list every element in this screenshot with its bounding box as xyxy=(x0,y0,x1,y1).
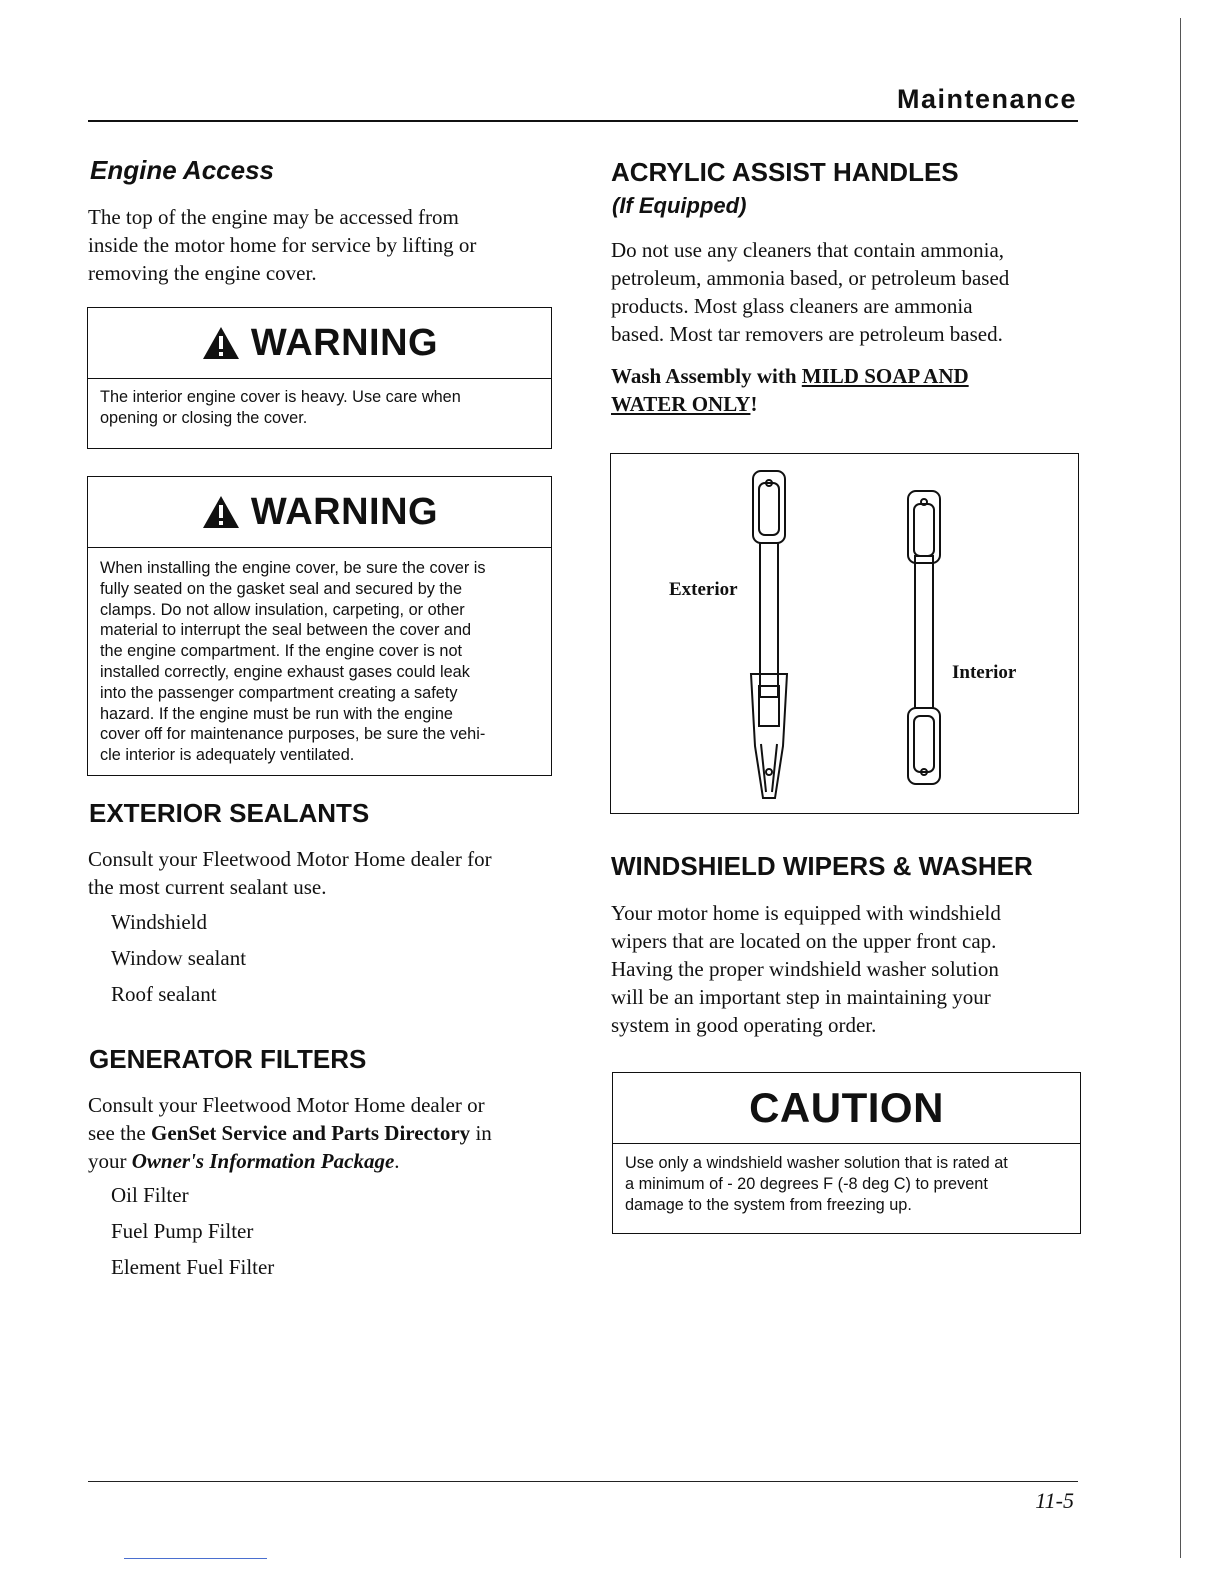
caution-header xyxy=(613,1073,1080,1144)
warning-triangle-icon xyxy=(201,494,241,530)
text-line: see the GenSet Service and Parts Directory in xyxy=(88,1121,492,1145)
text-line: the engine compartment. If the engine cover is not xyxy=(100,642,463,661)
text-line: products. Most glass cleaners are ammonia xyxy=(611,294,973,318)
text-line: When installing the engine cover, be sure the cover is xyxy=(100,559,486,577)
text-line: installed correctly, engine exhaust gases could leak xyxy=(100,662,470,681)
text-line: petroleum, ammonia based, or petroleum based xyxy=(611,266,1010,290)
list-item: Windshield xyxy=(111,910,207,934)
interior-label: Interior xyxy=(952,662,1017,683)
list-item: Oil Filter xyxy=(111,1183,189,1207)
text-line: The interior engine cover is heavy. Use care when xyxy=(100,388,461,406)
text-line: opening or closing the cover. xyxy=(100,408,308,427)
acrylic-handles-paragraph xyxy=(611,236,1081,348)
caution-box xyxy=(612,1072,1081,1234)
text-line: cle interior is adequately ventilated. xyxy=(100,746,355,765)
owners-package-title: Owner's Information Package xyxy=(131,1149,395,1173)
warning-text xyxy=(88,379,551,429)
text-line: Consult your Fleetwood Motor Home dealer or xyxy=(88,1093,485,1117)
exterior-handle-drawing xyxy=(751,471,787,798)
warning-header xyxy=(88,477,551,548)
text-line: Do not use any cleaners that contain ammonia, xyxy=(611,238,1005,262)
exterior-label: Exterior xyxy=(669,579,738,600)
windshield-wipers-heading: WINDSHIELD WIPERS & WASHER xyxy=(611,851,1033,881)
text-line: the most current sealant use. xyxy=(88,875,327,899)
text-line: Having the proper windshield washer solution xyxy=(611,957,999,981)
text-line: a minimum of - 20 degrees F (-8 deg C) to prevent xyxy=(625,1174,988,1193)
warning-label: WARNING xyxy=(250,321,439,364)
list-item: Fuel Pump Filter xyxy=(111,1219,254,1243)
text-line: cover off for maintenance purposes, be sure the vehi- xyxy=(100,725,486,744)
text-line: into the passenger compartment creating a safety xyxy=(100,683,458,702)
text-line: damage to the system from freezing up. xyxy=(625,1195,912,1214)
text-line: based. Most tar removers are petroleum based. xyxy=(611,322,1003,346)
exterior-sealants-paragraph xyxy=(88,845,558,901)
text-line: your Owner's Information Package. xyxy=(88,1149,400,1173)
text-line: fully seated on the gasket seal and secured by the xyxy=(100,579,463,598)
page-number: 11-5 xyxy=(1035,1488,1074,1513)
assist-handles-illustration xyxy=(611,454,1077,812)
text-line: clamps. Do not allow insulation, carpeting, or other xyxy=(100,600,465,619)
list-item: Window sealant xyxy=(111,946,247,970)
warning-text xyxy=(88,548,551,766)
footer-rule xyxy=(88,1481,1078,1482)
windshield-wipers-paragraph xyxy=(611,899,1081,1039)
acrylic-handles-heading: ACRYLIC ASSIST HANDLES xyxy=(611,157,959,187)
engine-access-paragraph xyxy=(88,203,548,287)
generator-filters-paragraph xyxy=(88,1091,558,1175)
text-line: Consult your Fleetwood Motor Home dealer for xyxy=(88,847,492,871)
bottom-accent-line xyxy=(124,1558,267,1559)
caution-text xyxy=(613,1144,1080,1215)
engine-access-heading: Engine Access xyxy=(90,155,275,185)
interior-handle-drawing xyxy=(908,491,940,784)
warning-box-engine-cover-seal xyxy=(87,476,552,776)
text-line: wipers that are located on the upper front cap. xyxy=(611,929,997,953)
text-line: Your motor home is equipped with windshield xyxy=(611,901,1001,925)
generator-filters-heading: GENERATOR FILTERS xyxy=(89,1044,367,1074)
page-header-title: Maintenance xyxy=(896,84,1077,114)
genset-directory-title: GenSet Service and Parts Directory xyxy=(150,1121,471,1145)
acrylic-handles-subheading: (If Equipped) xyxy=(612,193,747,218)
warning-triangle-icon xyxy=(201,325,241,361)
text-line: Use only a windshield washer solution that is rated at xyxy=(625,1154,1008,1172)
text-line: will be an important step in maintaining your xyxy=(611,985,991,1009)
text-line: material to interrupt the seal between the cover and xyxy=(100,621,472,640)
text-line: The top of the engine may be accessed from xyxy=(88,205,459,229)
warning-header xyxy=(88,308,551,379)
text-line: hazard. If the engine must be run with the engine xyxy=(100,704,453,723)
text-line: removing the engine cover. xyxy=(88,261,317,285)
header-rule xyxy=(88,120,1078,122)
page-edge-line xyxy=(1180,18,1181,1558)
assist-handles-figure xyxy=(610,453,1079,814)
exterior-sealants-heading: EXTERIOR SEALANTS xyxy=(89,798,370,828)
caution-label: CAUTION xyxy=(749,1084,944,1131)
text-line: system in good operating order. xyxy=(611,1013,877,1037)
warning-box-heavy-cover xyxy=(87,307,552,449)
text-line: inside the motor home for service by lifting or xyxy=(88,233,477,257)
warning-label: WARNING xyxy=(250,490,439,533)
list-item: Element Fuel Filter xyxy=(111,1255,275,1279)
list-item: Roof sealant xyxy=(111,982,217,1006)
wash-instruction: Wash Assembly with MILD SOAP AND WATER ONLY! xyxy=(611,364,969,416)
